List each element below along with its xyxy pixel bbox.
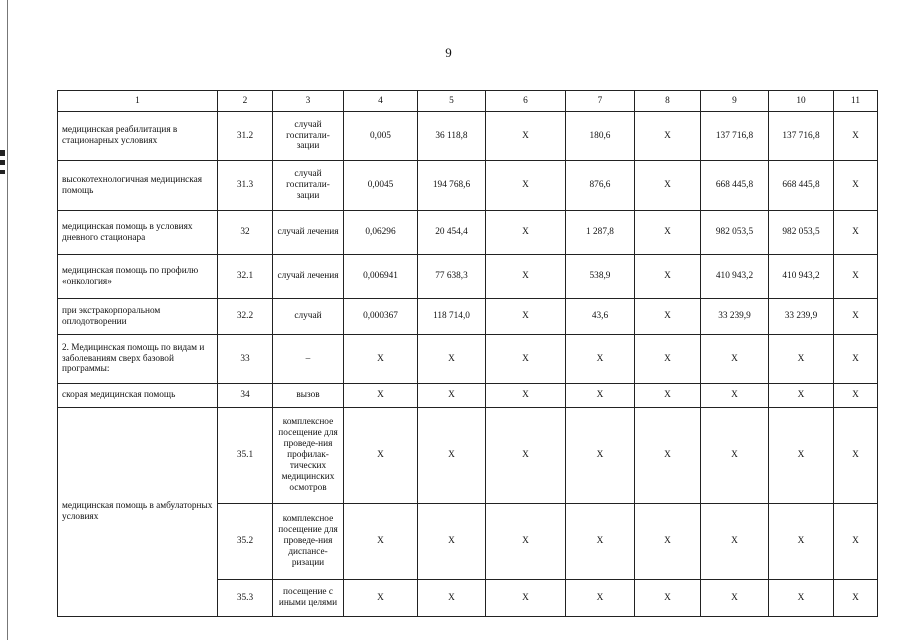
cell-col6: X bbox=[486, 161, 566, 211]
cell-col9: 410 943,2 bbox=[701, 255, 769, 299]
cell-col7: X bbox=[566, 408, 635, 504]
cell-col5: 36 118,8 bbox=[418, 112, 486, 161]
cell-col10: 137 716,8 bbox=[769, 112, 834, 161]
cell-col6: X bbox=[486, 504, 566, 580]
row-code: 31.2 bbox=[218, 112, 273, 161]
cell-col6: X bbox=[486, 112, 566, 161]
margin-mark bbox=[0, 160, 5, 165]
cell-col9: X bbox=[701, 384, 769, 408]
cell-col10: X bbox=[769, 504, 834, 580]
cell-col8: X bbox=[635, 211, 701, 255]
cell-col8: X bbox=[635, 580, 701, 617]
cell-col5: 118 714,0 bbox=[418, 299, 486, 335]
cell-col10: 33 239,9 bbox=[769, 299, 834, 335]
cell-col9: 982 053,5 bbox=[701, 211, 769, 255]
cell-col4: 0,005 bbox=[344, 112, 418, 161]
cell-col9: X bbox=[701, 335, 769, 384]
row-code: 35.3 bbox=[218, 580, 273, 617]
row-code: 32.1 bbox=[218, 255, 273, 299]
cell-col11: X bbox=[834, 161, 878, 211]
cell-col5: 77 638,3 bbox=[418, 255, 486, 299]
header-cell: 7 bbox=[566, 91, 635, 112]
margin-mark bbox=[0, 170, 5, 174]
row-name: при экстракорпоральном оплодотворении bbox=[58, 299, 218, 335]
header-cell: 11 bbox=[834, 91, 878, 112]
table-row bbox=[58, 408, 878, 504]
row-code: 32 bbox=[218, 211, 273, 255]
cell-col6: X bbox=[486, 408, 566, 504]
table-row bbox=[58, 161, 878, 211]
cell-col11: X bbox=[834, 580, 878, 617]
cell-col10: 982 053,5 bbox=[769, 211, 834, 255]
cell-col11: X bbox=[834, 384, 878, 408]
row-name: медицинская помощь в условиях дневного стационара bbox=[58, 211, 218, 255]
header-cell: 1 bbox=[58, 91, 218, 112]
cell-col7: X bbox=[566, 580, 635, 617]
row-name: медицинская помощь по профилю «онкология» bbox=[58, 255, 218, 299]
cell-col4: X bbox=[344, 504, 418, 580]
row-name: скорая медицинская помощь bbox=[58, 384, 218, 408]
header-cell: 5 bbox=[418, 91, 486, 112]
cell-col10: X bbox=[769, 335, 834, 384]
row-name: высокотехнологичная медицинская помощь bbox=[58, 161, 218, 211]
cell-col11: X bbox=[834, 504, 878, 580]
cell-col6: X bbox=[486, 580, 566, 617]
header-cell: 9 bbox=[701, 91, 769, 112]
row-code: 33 bbox=[218, 335, 273, 384]
margin-mark bbox=[0, 150, 5, 156]
row-unit: случай bbox=[273, 299, 344, 335]
row-name: медицинская реабилитация в стационарных условиях bbox=[58, 112, 218, 161]
cell-col5: 194 768,6 bbox=[418, 161, 486, 211]
cell-col9: 668 445,8 bbox=[701, 161, 769, 211]
cell-col9: 137 716,8 bbox=[701, 112, 769, 161]
cell-col11: X bbox=[834, 211, 878, 255]
cell-col7: 876,6 bbox=[566, 161, 635, 211]
row-name-ambulatory: медицинская помощь в амбулаторных условиях bbox=[58, 408, 218, 617]
cell-col10: X bbox=[769, 580, 834, 617]
cell-col8: X bbox=[635, 255, 701, 299]
cell-col5: X bbox=[418, 335, 486, 384]
table-row bbox=[58, 384, 878, 408]
cell-col5: X bbox=[418, 408, 486, 504]
row-name: 2. Медицинская помощь по видам и заболеваниям сверх базовой программы: bbox=[58, 335, 218, 384]
row-code: 34 bbox=[218, 384, 273, 408]
row-code: 35.1 bbox=[218, 408, 273, 504]
cell-col11: X bbox=[834, 335, 878, 384]
header-cell: 10 bbox=[769, 91, 834, 112]
cell-col9: X bbox=[701, 580, 769, 617]
cell-col7: 43,6 bbox=[566, 299, 635, 335]
cell-col10: 668 445,8 bbox=[769, 161, 834, 211]
cell-col4: 0,06296 bbox=[344, 211, 418, 255]
cell-col5: X bbox=[418, 384, 486, 408]
cell-col4: 0,000367 bbox=[344, 299, 418, 335]
cell-col5: 20 454,4 bbox=[418, 211, 486, 255]
row-unit: случай лечения bbox=[273, 255, 344, 299]
table-row bbox=[58, 335, 878, 384]
header-cell: 8 bbox=[635, 91, 701, 112]
table-row bbox=[58, 255, 878, 299]
cell-col7: 1 287,8 bbox=[566, 211, 635, 255]
row-code: 31.3 bbox=[218, 161, 273, 211]
cell-col6: X bbox=[486, 335, 566, 384]
cell-col4: X bbox=[344, 408, 418, 504]
header-row bbox=[58, 91, 878, 112]
header-cell: 6 bbox=[486, 91, 566, 112]
row-unit: комплексное посещение для проведе-ния диспансе-ризации bbox=[273, 504, 344, 580]
cell-col11: X bbox=[834, 408, 878, 504]
cell-col11: X bbox=[834, 255, 878, 299]
cell-col6: X bbox=[486, 255, 566, 299]
cell-col7: X bbox=[566, 384, 635, 408]
row-unit: – bbox=[273, 335, 344, 384]
row-code: 35.2 bbox=[218, 504, 273, 580]
header-cell: 3 bbox=[273, 91, 344, 112]
header-cell: 2 bbox=[218, 91, 273, 112]
cell-col9: X bbox=[701, 408, 769, 504]
cell-col10: X bbox=[769, 384, 834, 408]
row-unit: случай лечения bbox=[273, 211, 344, 255]
row-unit: комплексное посещение для проведе-ния профилак-тических медицинских осмотров bbox=[273, 408, 344, 504]
cell-col7: 180,6 bbox=[566, 112, 635, 161]
cell-col8: X bbox=[635, 408, 701, 504]
cell-col8: X bbox=[635, 112, 701, 161]
page-number: 9 bbox=[445, 45, 452, 60]
row-code: 32.2 bbox=[218, 299, 273, 335]
row-unit: посещение с иными целями bbox=[273, 580, 344, 617]
cell-col8: X bbox=[635, 299, 701, 335]
table-row bbox=[58, 211, 878, 255]
cell-col4: 0,0045 bbox=[344, 161, 418, 211]
cell-col4: X bbox=[344, 384, 418, 408]
cell-col5: X bbox=[418, 504, 486, 580]
cell-col5: X bbox=[418, 580, 486, 617]
cell-col8: X bbox=[635, 504, 701, 580]
table-row bbox=[58, 299, 878, 335]
cell-col10: X bbox=[769, 408, 834, 504]
cell-col9: 33 239,9 bbox=[701, 299, 769, 335]
cell-col7: X bbox=[566, 504, 635, 580]
data-table bbox=[57, 90, 878, 617]
cell-col8: X bbox=[635, 161, 701, 211]
cell-col4: X bbox=[344, 580, 418, 617]
cell-col8: X bbox=[635, 335, 701, 384]
row-unit: случай госпитали-зации bbox=[273, 112, 344, 161]
cell-col6: X bbox=[486, 211, 566, 255]
cell-col6: X bbox=[486, 299, 566, 335]
cell-col4: X bbox=[344, 335, 418, 384]
cell-col10: 410 943,2 bbox=[769, 255, 834, 299]
cell-col11: X bbox=[834, 112, 878, 161]
left-margin-line bbox=[7, 0, 8, 640]
cell-col7: 538,9 bbox=[566, 255, 635, 299]
cell-col4: 0,006941 bbox=[344, 255, 418, 299]
cell-col11: X bbox=[834, 299, 878, 335]
cell-col8: X bbox=[635, 384, 701, 408]
cell-col7: X bbox=[566, 335, 635, 384]
cell-col6: X bbox=[486, 384, 566, 408]
row-unit: вызов bbox=[273, 384, 344, 408]
cell-col9: X bbox=[701, 504, 769, 580]
row-unit: случай госпитали-зации bbox=[273, 161, 344, 211]
table-row bbox=[58, 112, 878, 161]
header-cell: 4 bbox=[344, 91, 418, 112]
